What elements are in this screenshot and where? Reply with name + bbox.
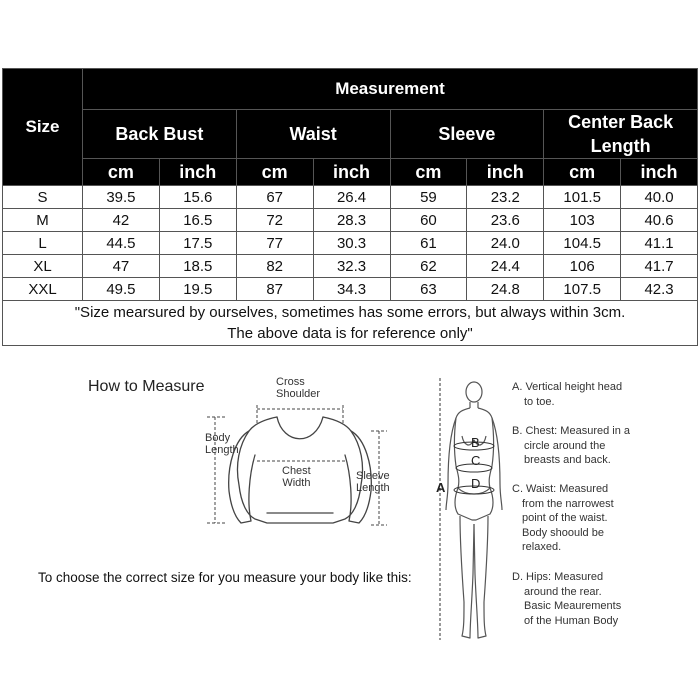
table-cell: 24.0 bbox=[467, 232, 544, 255]
legend-line: from the narrowest bbox=[522, 497, 614, 510]
table-cell: 72 bbox=[236, 209, 313, 232]
size-cell: S bbox=[3, 186, 83, 209]
table-cell: 82 bbox=[236, 255, 313, 278]
table-cell: 47 bbox=[83, 255, 160, 278]
table-cell: 41.1 bbox=[621, 232, 698, 255]
table-cell: 103 bbox=[544, 209, 621, 232]
legend-line: C. Waist: Measured bbox=[512, 483, 609, 495]
table-cell: 28.3 bbox=[313, 209, 390, 232]
cross-shoulder-label bbox=[276, 376, 320, 400]
table-cell: 42.3 bbox=[621, 278, 698, 301]
table-cell: 30.3 bbox=[313, 232, 390, 255]
table-cell: 107.5 bbox=[544, 278, 621, 301]
table-cell: 24.4 bbox=[467, 255, 544, 278]
table-row bbox=[3, 209, 698, 232]
unit-header: cm bbox=[390, 159, 467, 186]
table-cell: 77 bbox=[236, 232, 313, 255]
table-row bbox=[3, 278, 698, 301]
table-cell: 60 bbox=[390, 209, 467, 232]
table-row bbox=[3, 232, 698, 255]
figure-label-a: A bbox=[436, 480, 446, 495]
legend-line: Body shoould be bbox=[522, 526, 604, 539]
legend-line: of the Human Body bbox=[524, 614, 619, 627]
size-column-header: Size bbox=[3, 69, 83, 186]
table-cell: 32.3 bbox=[313, 255, 390, 278]
unit-header: inch bbox=[467, 159, 544, 186]
table-cell: 34.3 bbox=[313, 278, 390, 301]
size-note-line2: The above data is for reference only" bbox=[227, 325, 473, 342]
unit-header: cm bbox=[83, 159, 160, 186]
legend-line: breasts and back. bbox=[524, 454, 611, 466]
legend-line: point of the waist. bbox=[522, 512, 608, 524]
table-cell: 26.4 bbox=[313, 186, 390, 209]
unit-header: cm bbox=[544, 159, 621, 186]
size-cell: L bbox=[3, 232, 83, 255]
label-line: Chest bbox=[282, 465, 311, 477]
table-cell: 16.5 bbox=[159, 209, 236, 232]
group-header-line1: Center Back bbox=[568, 112, 674, 132]
table-cell: 44.5 bbox=[83, 232, 160, 255]
measurement-header: Measurement bbox=[83, 69, 698, 110]
legend-line: circle around the bbox=[524, 439, 606, 452]
group-header-center-back-length bbox=[544, 110, 698, 159]
size-note bbox=[3, 301, 698, 346]
label-line: Width bbox=[282, 477, 311, 489]
label-line: Sleeve bbox=[356, 470, 390, 482]
table-cell: 61 bbox=[390, 232, 467, 255]
label-line: Length bbox=[356, 482, 390, 494]
table-cell: 106 bbox=[544, 255, 621, 278]
table-cell: 18.5 bbox=[159, 255, 236, 278]
label-line: Body bbox=[205, 432, 231, 444]
size-cell: M bbox=[3, 209, 83, 232]
table-cell: 41.7 bbox=[621, 255, 698, 278]
unit-header: inch bbox=[313, 159, 390, 186]
figure-label-d: D bbox=[471, 476, 481, 491]
chest-width-label bbox=[282, 465, 311, 489]
legend-line: Basic Meaurements bbox=[524, 600, 622, 612]
legend-line: to toe. bbox=[524, 395, 555, 408]
table-cell: 59 bbox=[390, 186, 467, 209]
group-header-waist: Waist bbox=[236, 110, 390, 159]
body-measurement-figure bbox=[432, 374, 512, 654]
size-chart-table bbox=[2, 68, 698, 346]
legend-line: relaxed. bbox=[522, 541, 562, 553]
table-cell: 104.5 bbox=[544, 232, 621, 255]
table-row bbox=[3, 255, 698, 278]
table-cell: 101.5 bbox=[544, 186, 621, 209]
table-cell: 15.6 bbox=[159, 186, 236, 209]
legend-line: around the rear. bbox=[524, 585, 602, 598]
table-cell: 49.5 bbox=[83, 278, 160, 301]
table-cell: 39.5 bbox=[83, 186, 160, 209]
table-row bbox=[3, 186, 698, 209]
sleeve-length-label bbox=[356, 470, 390, 494]
figure-label-b: B bbox=[471, 435, 480, 450]
choose-size-instruction: To choose the correct size for you measure your body like this: bbox=[38, 570, 412, 585]
table-cell: 67 bbox=[236, 186, 313, 209]
unit-header: cm bbox=[236, 159, 313, 186]
group-header-sleeve: Sleeve bbox=[390, 110, 544, 159]
size-note-line1: "Size mearsured by ourselves, sometimes has some errors, but always within 3cm. bbox=[74, 304, 626, 321]
table-cell: 40.6 bbox=[621, 209, 698, 232]
unit-header: inch bbox=[621, 159, 698, 186]
legend-c bbox=[512, 482, 614, 555]
unit-header: inch bbox=[159, 159, 236, 186]
table-cell: 40.0 bbox=[621, 186, 698, 209]
legend-d bbox=[512, 570, 621, 628]
legend-line: D. Hips: Measured bbox=[512, 571, 604, 583]
legend-b bbox=[512, 424, 630, 468]
label-line: Cross bbox=[276, 376, 305, 388]
table-cell: 23.6 bbox=[467, 209, 544, 232]
legend-line: B. Chest: Measured in a bbox=[512, 425, 631, 437]
size-cell: XXL bbox=[3, 278, 83, 301]
how-to-measure-title: How to Measure bbox=[88, 378, 205, 395]
size-cell: XL bbox=[3, 255, 83, 278]
legend-a bbox=[512, 380, 622, 409]
label-line: Shoulder bbox=[276, 388, 321, 400]
group-header-line2: Length bbox=[590, 136, 651, 156]
group-header-back-bust: Back Bust bbox=[83, 110, 237, 159]
table-cell: 19.5 bbox=[159, 278, 236, 301]
table-cell: 24.8 bbox=[467, 278, 544, 301]
table-cell: 62 bbox=[390, 255, 467, 278]
table-cell: 42 bbox=[83, 209, 160, 232]
table-cell: 87 bbox=[236, 278, 313, 301]
table-cell: 17.5 bbox=[159, 232, 236, 255]
body-length-label bbox=[205, 432, 239, 456]
legend-line: A. Vertical height head bbox=[512, 381, 623, 393]
figure-label-c: C bbox=[471, 453, 481, 468]
label-line: Length bbox=[205, 444, 239, 456]
table-cell: 23.2 bbox=[467, 186, 544, 209]
table-cell: 63 bbox=[390, 278, 467, 301]
